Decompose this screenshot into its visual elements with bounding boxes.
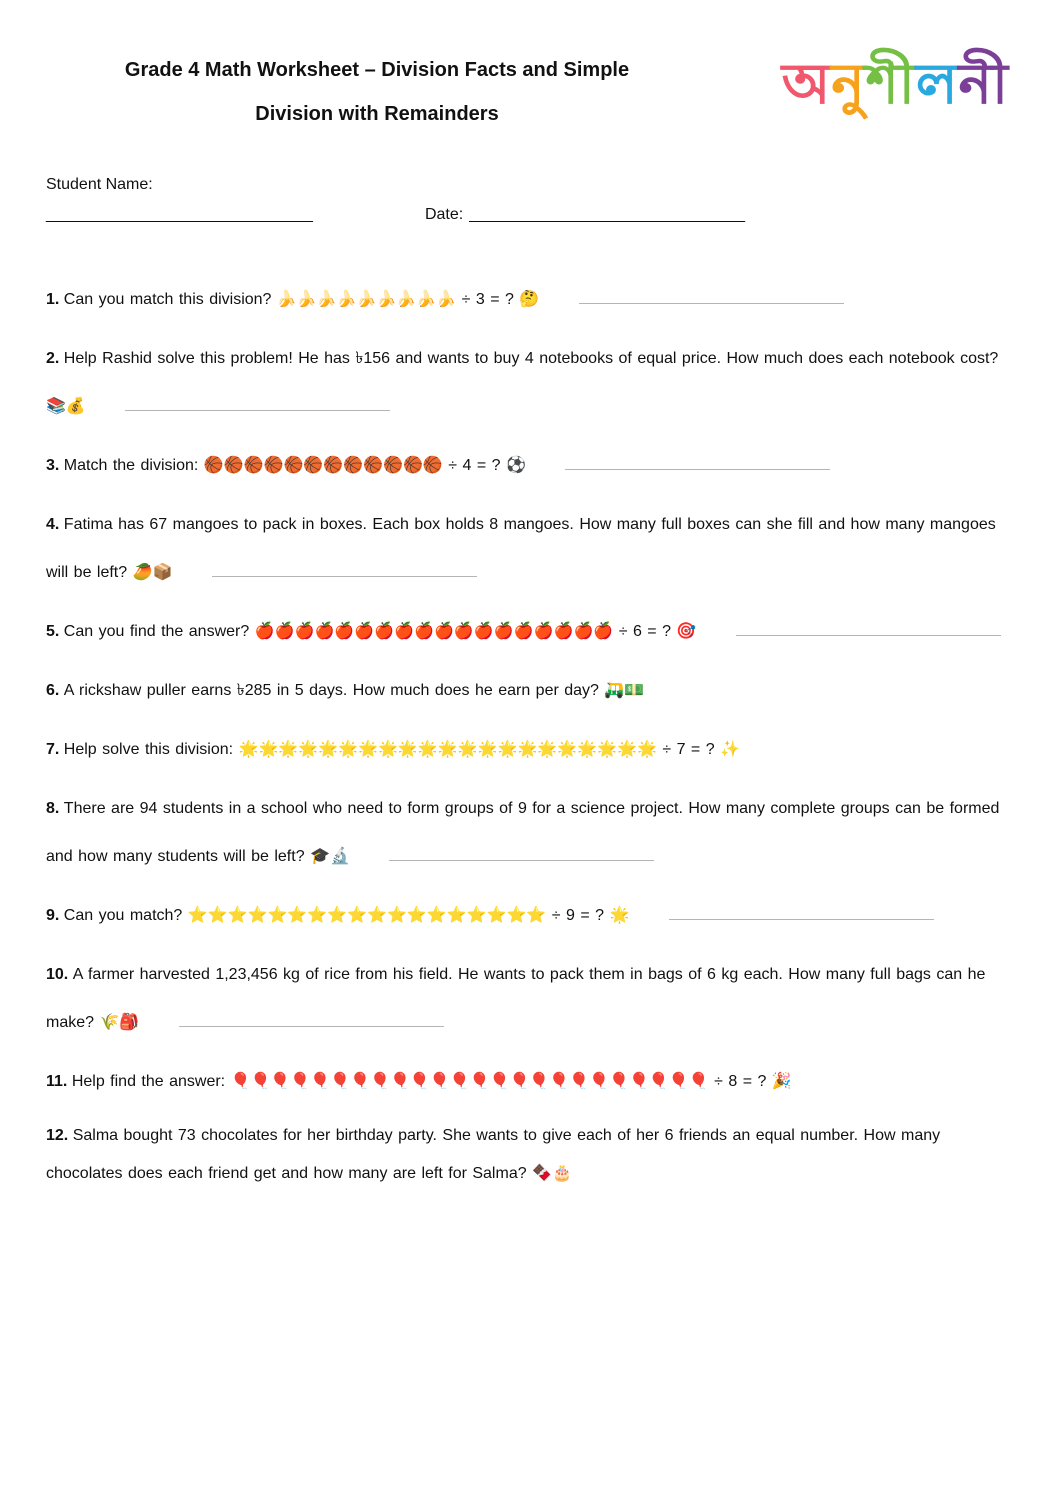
question-text: Match the division: 🏀🏀🏀🏀🏀🏀🏀🏀🏀🏀🏀🏀 ÷ 4 = ? ⚽ xyxy=(63,457,532,474)
anushiloni-logo xyxy=(782,34,1009,134)
question-number: 4. xyxy=(46,516,60,533)
question-number: 8. xyxy=(46,800,60,817)
answer-blank xyxy=(579,291,844,304)
question-text: A farmer harvested 1,23,456 kg of rice from his field. He wants to pack them in bags of 6 kg each. How many full bags can he make? 🌾🎒 xyxy=(46,966,986,1031)
date-label: Date: xyxy=(424,206,464,223)
question-number: 10. xyxy=(46,966,69,983)
question-text: Help Rashid solve this problem! He has ৳156 and wants to buy 4 notebooks of equal price. How much does each notebook cost? 📚💰 xyxy=(46,350,999,415)
answer-blank xyxy=(125,398,390,411)
student-name-label: Student Name: xyxy=(46,176,153,193)
questions xyxy=(46,276,1013,1193)
question-text: Can you match this division? 🍌🍌🍌🍌🍌🍌🍌🍌🍌 ÷ 3 = ? 🤔 xyxy=(63,291,545,308)
page-title-line2: Division with Remainders xyxy=(255,103,499,125)
question-item xyxy=(46,667,1013,715)
student-block xyxy=(46,170,1013,224)
question-number: 3. xyxy=(46,457,60,474)
question-item xyxy=(46,785,1013,881)
question-number: 5. xyxy=(46,623,60,640)
logo-letter: নী xyxy=(958,52,1009,115)
question-number: 2. xyxy=(46,350,60,367)
logo-letter: শী xyxy=(865,52,916,115)
page-title xyxy=(46,48,708,136)
question-text: Help solve this division: 🌟🌟🌟🌟🌟🌟🌟🌟🌟🌟🌟🌟🌟🌟🌟🌟🌟🌟🌟🌟🌟 ÷ 7 = ? ✨ xyxy=(63,741,740,758)
question-number: 9. xyxy=(46,907,60,924)
question-item xyxy=(46,1058,1013,1106)
question-number: 11. xyxy=(46,1073,68,1090)
question-item xyxy=(46,335,1013,431)
question-text: There are 94 students in a school who need to form groups of 9 for a science project. How many complete groups can be formed and how many students will be left? 🎓🔬 xyxy=(46,800,1000,865)
answer-blank xyxy=(736,623,1001,636)
answer-blank xyxy=(565,457,830,470)
question-item xyxy=(46,608,1013,656)
question-item xyxy=(46,276,1013,324)
question-text: Help find the answer: 🎈🎈🎈🎈🎈🎈🎈🎈🎈🎈🎈🎈🎈🎈🎈🎈🎈🎈🎈🎈🎈🎈🎈🎈 ÷ 8 = ? 🎉 xyxy=(71,1073,792,1090)
question-text: Salma bought 73 chocolates for her birthday party. She wants to give each of her 6 friends an equal number. How many chocolates does each friend get and how many are left for Salma? 🍫🎂 xyxy=(46,1127,941,1182)
question-number: 6. xyxy=(46,682,60,699)
question-text: A rickshaw puller earns ৳285 in 5 days. How much does he earn per day? 🛺💵 xyxy=(63,682,645,699)
student-name-blank: ______________________________ xyxy=(46,206,313,223)
question-item xyxy=(46,951,1013,1047)
header xyxy=(46,34,1013,136)
question-item xyxy=(46,1117,1013,1193)
logo-letter: অ xyxy=(781,52,832,115)
question-item xyxy=(46,442,1013,490)
question-text: Can you find the answer? 🍎🍎🍎🍎🍎🍎🍎🍎🍎🍎🍎🍎🍎🍎🍎🍎🍎🍎 ÷ 6 = ? 🎯 xyxy=(63,623,702,640)
logo-letter: নু xyxy=(831,52,866,115)
name-date-row xyxy=(46,206,1013,224)
question-number: 1. xyxy=(46,291,60,308)
question-item xyxy=(46,501,1013,597)
question-item xyxy=(46,726,1013,774)
question-number: 7. xyxy=(46,741,60,758)
answer-blank xyxy=(212,564,477,577)
question-number: 12. xyxy=(46,1127,69,1144)
logo-letter: ল xyxy=(915,52,959,115)
date-blank: _______________________________ xyxy=(469,206,746,223)
answer-blank xyxy=(389,848,654,861)
page-title-line1: Grade 4 Math Worksheet – Division Facts and Simple xyxy=(124,59,630,81)
answer-blank xyxy=(179,1014,444,1027)
question-item xyxy=(46,892,1013,940)
question-text: Fatima has 67 mangoes to pack in boxes. Each box holds 8 mangoes. How many full boxes can she fill and how many mangoes will be left? 🥭📦 xyxy=(46,516,996,581)
answer-blank xyxy=(669,907,934,920)
question-text: Can you match? ⭐⭐⭐⭐⭐⭐⭐⭐⭐⭐⭐⭐⭐⭐⭐⭐⭐⭐ ÷ 9 = ? 🌟 xyxy=(63,907,635,924)
